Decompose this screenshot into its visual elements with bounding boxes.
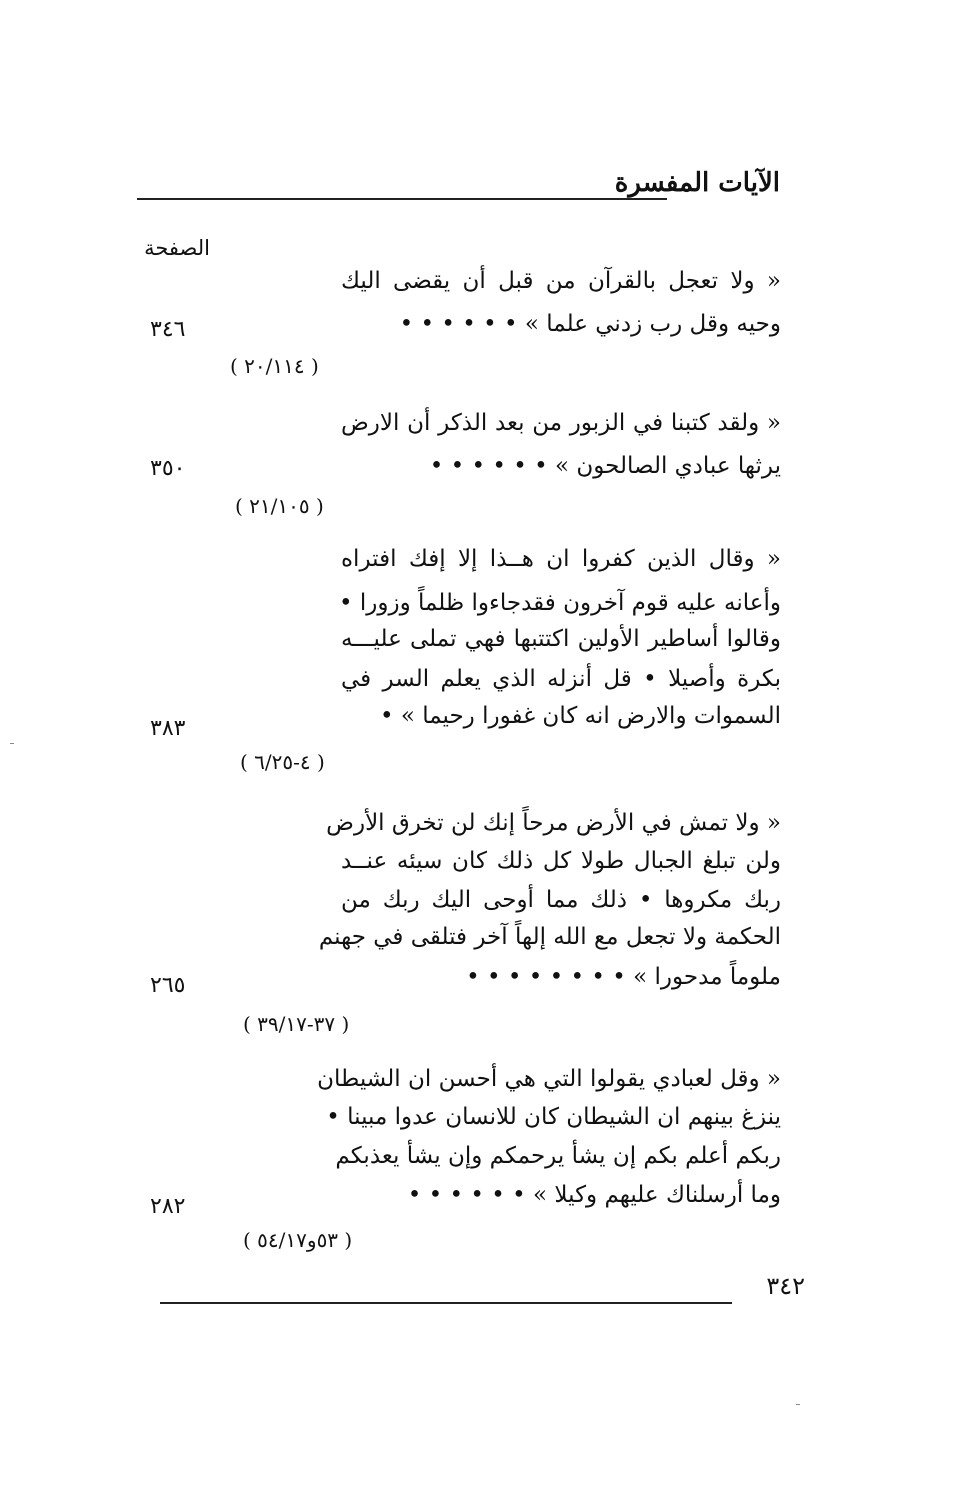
scan-speck (796, 1404, 800, 1405)
entry-5-line-3: ربكم أعلم بكم إن يشأ يرحمكم وإن يشأ يعذبكم (335, 1143, 781, 1169)
entry-4-line-5: ملوماً مدحورا » • • • • • • • • (466, 964, 781, 990)
entry-4-line-4: الحكمة ولا تجعل مع الله إلهاً آخر فتلقى في جهنم (318, 924, 781, 950)
entry-2-line-1: « ولقد كتبنا في الزبور من بعد الذكر أن الارض (341, 410, 781, 436)
footer-page-number: ٣٤٢ (766, 1272, 805, 1300)
entry-5-line-4: وما أرسلناك عليهم وكيلا » • • • • • • (407, 1182, 781, 1208)
entry-3-verse-ref: ( ٤-٦/٢٥ ) (240, 750, 325, 774)
entry-3-line-5: السموات والارض انه كان غفورا رحيما » • (379, 703, 781, 729)
entry-2-line-2: يرثها عبادي الصالحون » • • • • • • (429, 453, 781, 479)
entry-1-line-1: « ولا تعجل بالقرآن من قبل أن يقضى اليك (341, 268, 781, 294)
entry-1-page-number: ٣٤٦ (150, 317, 186, 342)
page-column-label: الصفحة (144, 236, 210, 260)
entry-4-verse-ref: ( ٣٧-٣٩/١٧ ) (243, 1012, 350, 1036)
entry-2-page-number: ٣٥٠ (150, 456, 186, 481)
entry-1-verse-ref: ( ٢٠/١١٤ ) (230, 354, 319, 378)
entry-3-page-number: ٣٨٣ (150, 716, 186, 741)
entry-4-line-2: ولن تبلغ الجبال طولا كل ذلك كان سيئه عنــد (341, 848, 781, 874)
entry-5-verse-ref: ( ٥٣و٥٤/١٧ ) (243, 1228, 353, 1252)
entry-3-line-1: « وقال الذين كفروا ان هــذا إلا إفك افتراه (341, 546, 781, 572)
footer-rule (160, 1302, 732, 1304)
entry-4-line-1: « ولا تمش في الأرض مرحاً إنك لن تخرق الأرض (326, 810, 781, 836)
entry-3-line-4: بكرة وأصيلا • قل أنزله الذي يعلم السر في (341, 666, 781, 692)
entry-5-line-1: « وقل لعبادي يقولوا التي هي أحسن ان الشيطان (317, 1066, 781, 1092)
header-rule (137, 198, 667, 200)
entry-4-line-3: ربك مكروها • ذلك مما أوحى اليك ربك من (341, 887, 781, 913)
scan-speck (10, 743, 14, 744)
entry-3-line-2: وأعانه عليه قوم آخرون فقدجاءوا ظلماً وزورا • (338, 590, 781, 616)
entry-4-page-number: ٢٦٥ (150, 973, 186, 998)
entry-3-line-3: وقالوا أساطير الأولين اكتتبها فهي تملى عليـــه (341, 626, 781, 652)
running-header-title: الآيات المفسرة (614, 168, 780, 198)
entry-5-page-number: ٢٨٢ (150, 1194, 186, 1219)
entry-2-verse-ref: ( ٢١/١٠٥ ) (235, 494, 324, 518)
entry-5-line-2: ينزغ بينهم ان الشيطان كان للانسان عدوا مبينا • (326, 1104, 781, 1130)
entry-1-line-2: وحيه وقل رب زدني علما » • • • • • • (399, 311, 781, 337)
